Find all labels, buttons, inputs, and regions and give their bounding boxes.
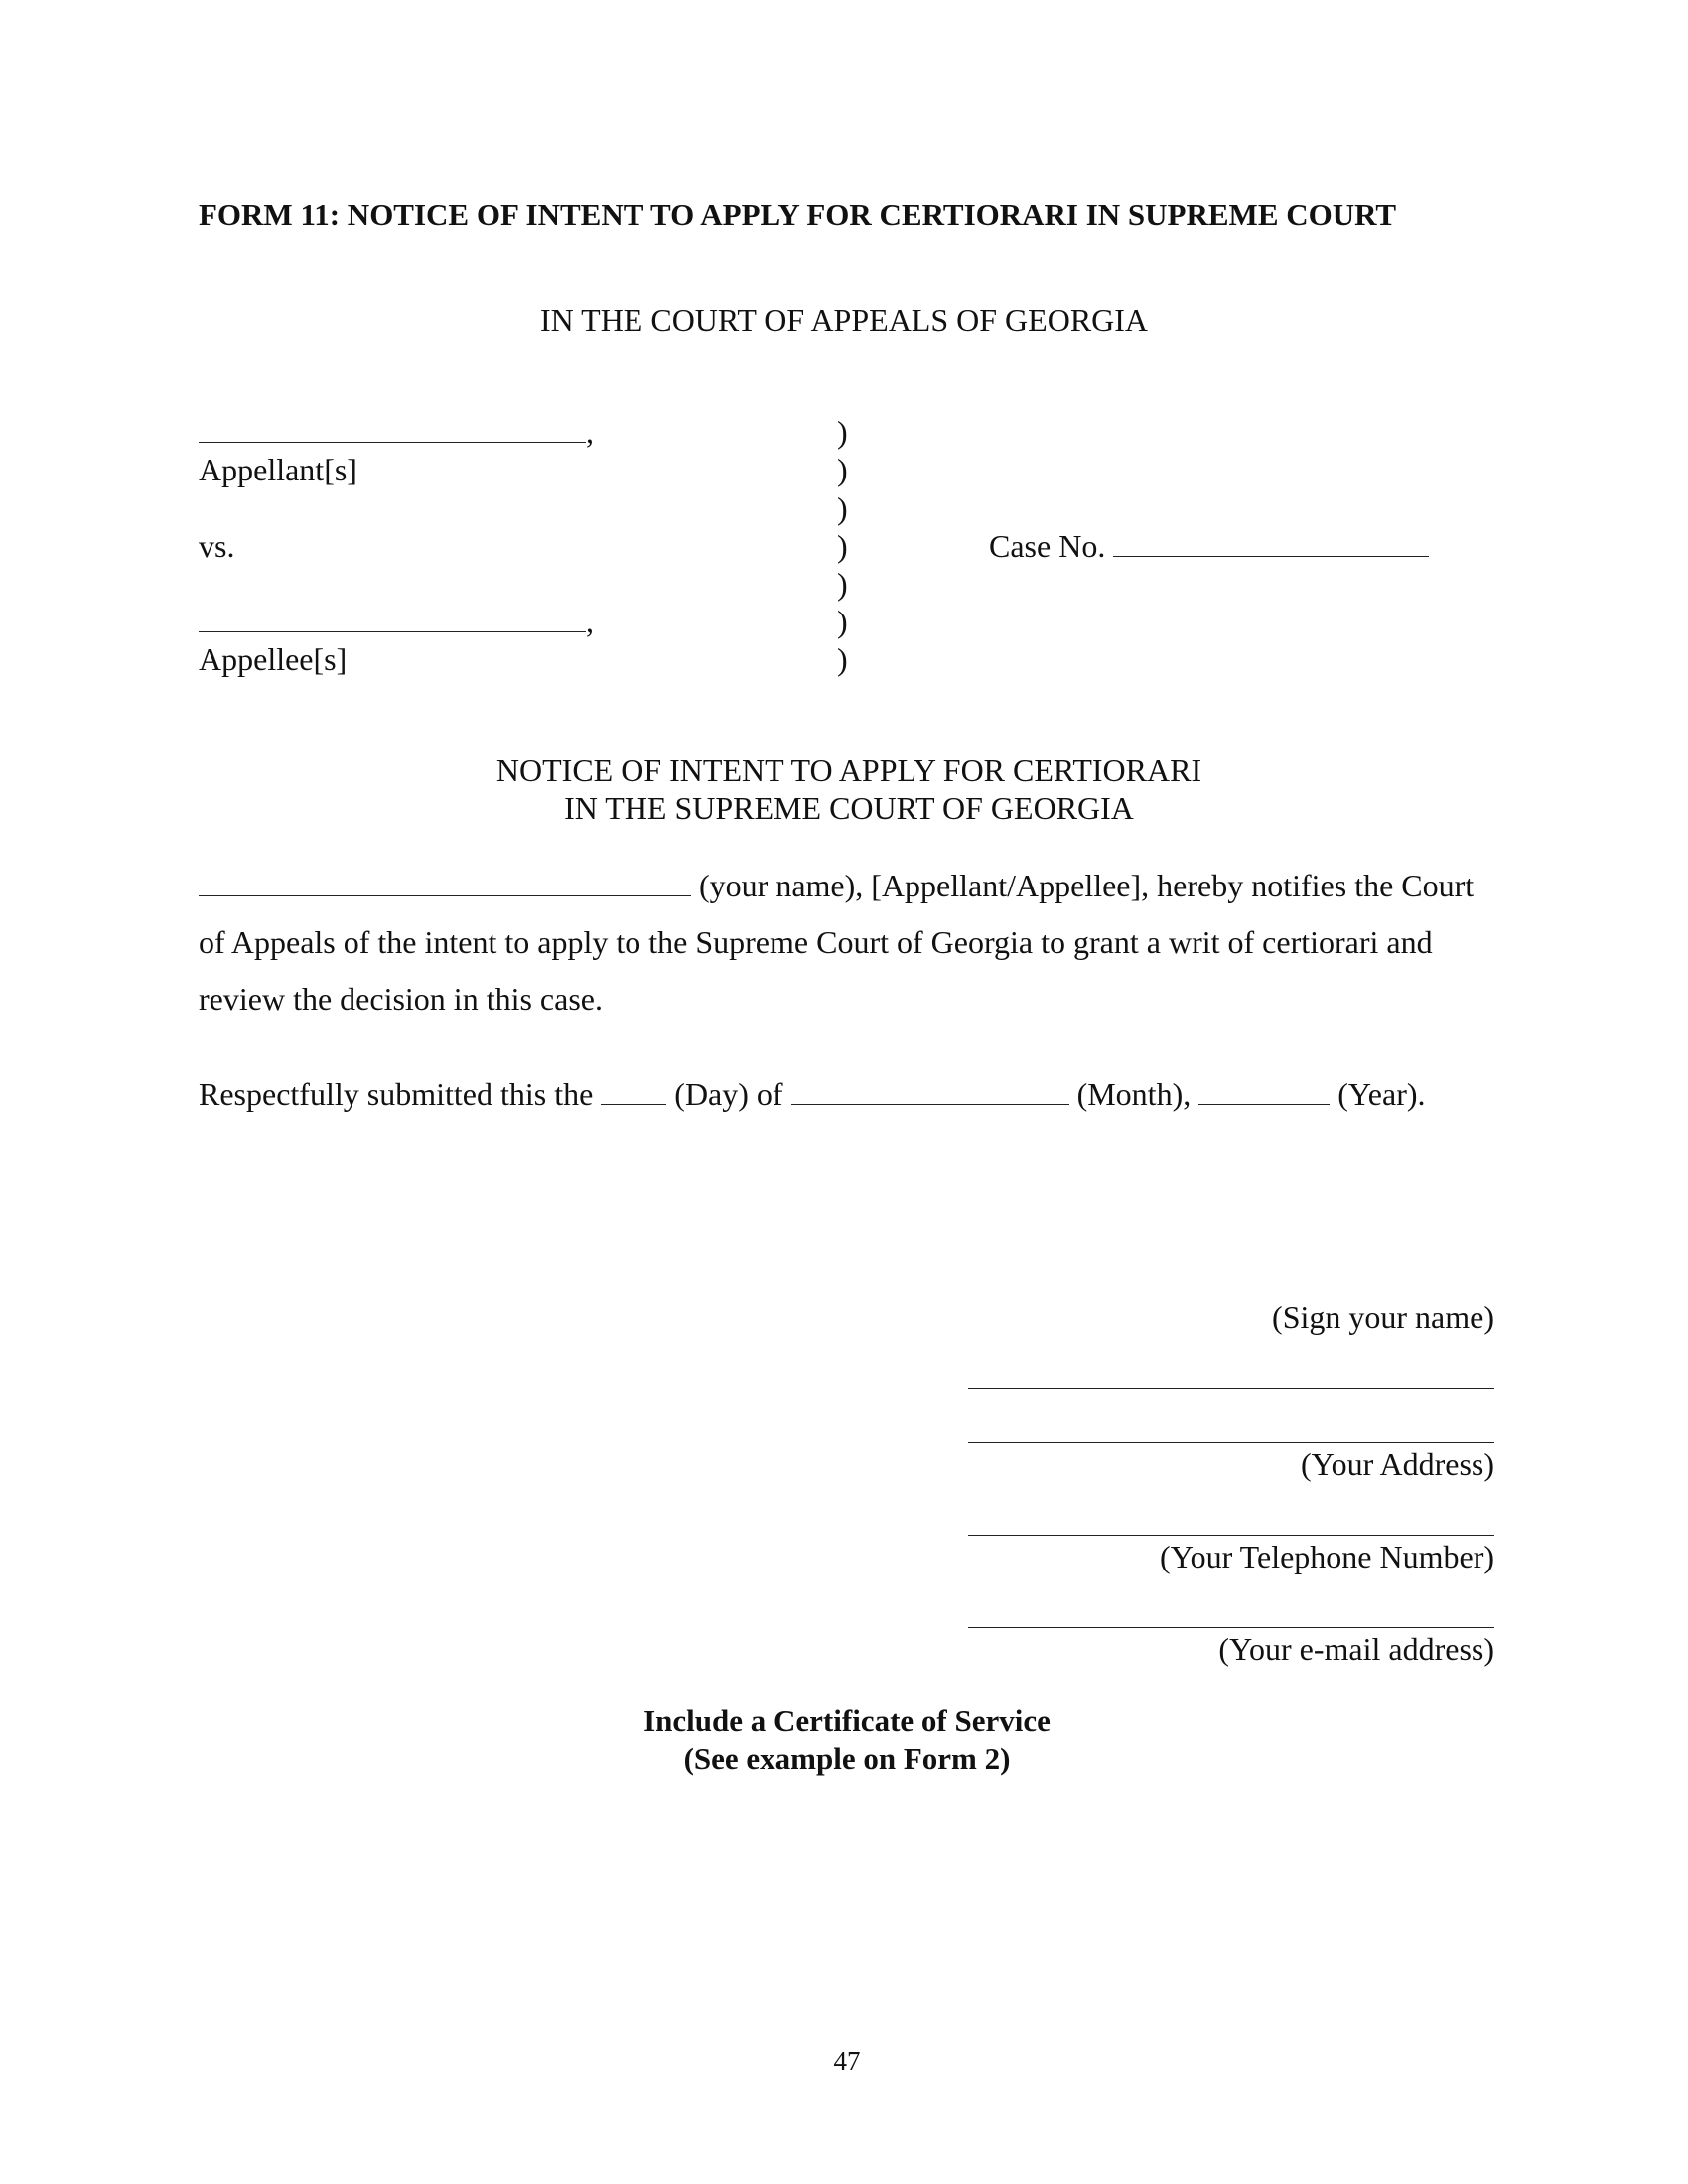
appellant-name-blank[interactable] xyxy=(199,416,586,443)
appellee-name-blank[interactable] xyxy=(199,606,586,632)
caption-paren: ) xyxy=(837,414,848,450)
caption-paren: ) xyxy=(837,452,848,487)
submitted-line[interactable] xyxy=(199,1075,1426,1113)
email-label: (Your e-mail address) xyxy=(1218,1631,1494,1667)
appellee-label: Appellee[s] xyxy=(199,641,348,677)
appellant-line[interactable] xyxy=(199,413,594,451)
notice-title-line1: NOTICE OF INTENT TO APPLY FOR CERTIORARI xyxy=(495,752,1202,788)
address-line-1[interactable] xyxy=(968,1388,1494,1389)
month-blank[interactable] xyxy=(791,1078,1069,1105)
email-line[interactable] xyxy=(968,1627,1494,1628)
year-blank[interactable] xyxy=(1198,1078,1330,1105)
body-line-3: review the decision in this case. xyxy=(199,981,603,1017)
case-number-blank[interactable] xyxy=(1113,530,1429,557)
body-line-2: of Appeals of the intent to apply to the Supreme Court of Georgia to grant a writ of certiorari and xyxy=(199,924,1433,960)
appellant-comma: , xyxy=(586,414,594,450)
form-title: FORM 11: NOTICE OF INTENT TO APPLY FOR CERTIORARI IN SUPREME COURT xyxy=(199,198,1397,232)
your-name-blank[interactable] xyxy=(199,870,691,896)
appellant-label: Appellant[s] xyxy=(199,452,357,487)
appellee-line[interactable] xyxy=(199,603,594,640)
caption-paren: ) xyxy=(837,641,848,677)
sign-name-label: (Sign your name) xyxy=(1272,1299,1494,1335)
notice-title-line2: IN THE SUPREME COURT OF GEORGIA xyxy=(564,790,1134,826)
case-no-label: Case No. xyxy=(989,528,1106,564)
certificate-note-line1: Include a Certificate of Service xyxy=(643,1704,1051,1738)
case-number-line[interactable] xyxy=(989,527,1429,565)
caption-paren: ) xyxy=(837,566,848,602)
address-line-2[interactable] xyxy=(968,1442,1494,1443)
body-line-1[interactable] xyxy=(199,867,1474,904)
month-label: (Month), xyxy=(1076,1076,1192,1112)
body-line-1-text: (your name), [Appellant/Appellee], hereby notifies the Court xyxy=(699,868,1475,903)
phone-line[interactable] xyxy=(968,1535,1494,1536)
page-number: 47 xyxy=(833,2046,861,2076)
day-label: (Day) of xyxy=(674,1076,783,1112)
year-label: (Year). xyxy=(1337,1076,1426,1112)
vs-label: vs. xyxy=(199,528,235,564)
caption-paren: ) xyxy=(837,490,848,526)
caption-paren: ) xyxy=(837,604,848,639)
phone-label: (Your Telephone Number) xyxy=(1160,1539,1494,1574)
caption-paren: ) xyxy=(837,528,848,564)
day-blank[interactable] xyxy=(601,1078,666,1105)
address-label: (Your Address) xyxy=(1301,1446,1494,1482)
submitted-prefix: Respectfully submitted this the xyxy=(199,1076,594,1112)
court-heading: IN THE COURT OF APPEALS OF GEORGIA xyxy=(539,302,1149,338)
appellee-comma: , xyxy=(586,604,594,639)
certificate-note-line2: (See example on Form 2) xyxy=(683,1741,1011,1776)
